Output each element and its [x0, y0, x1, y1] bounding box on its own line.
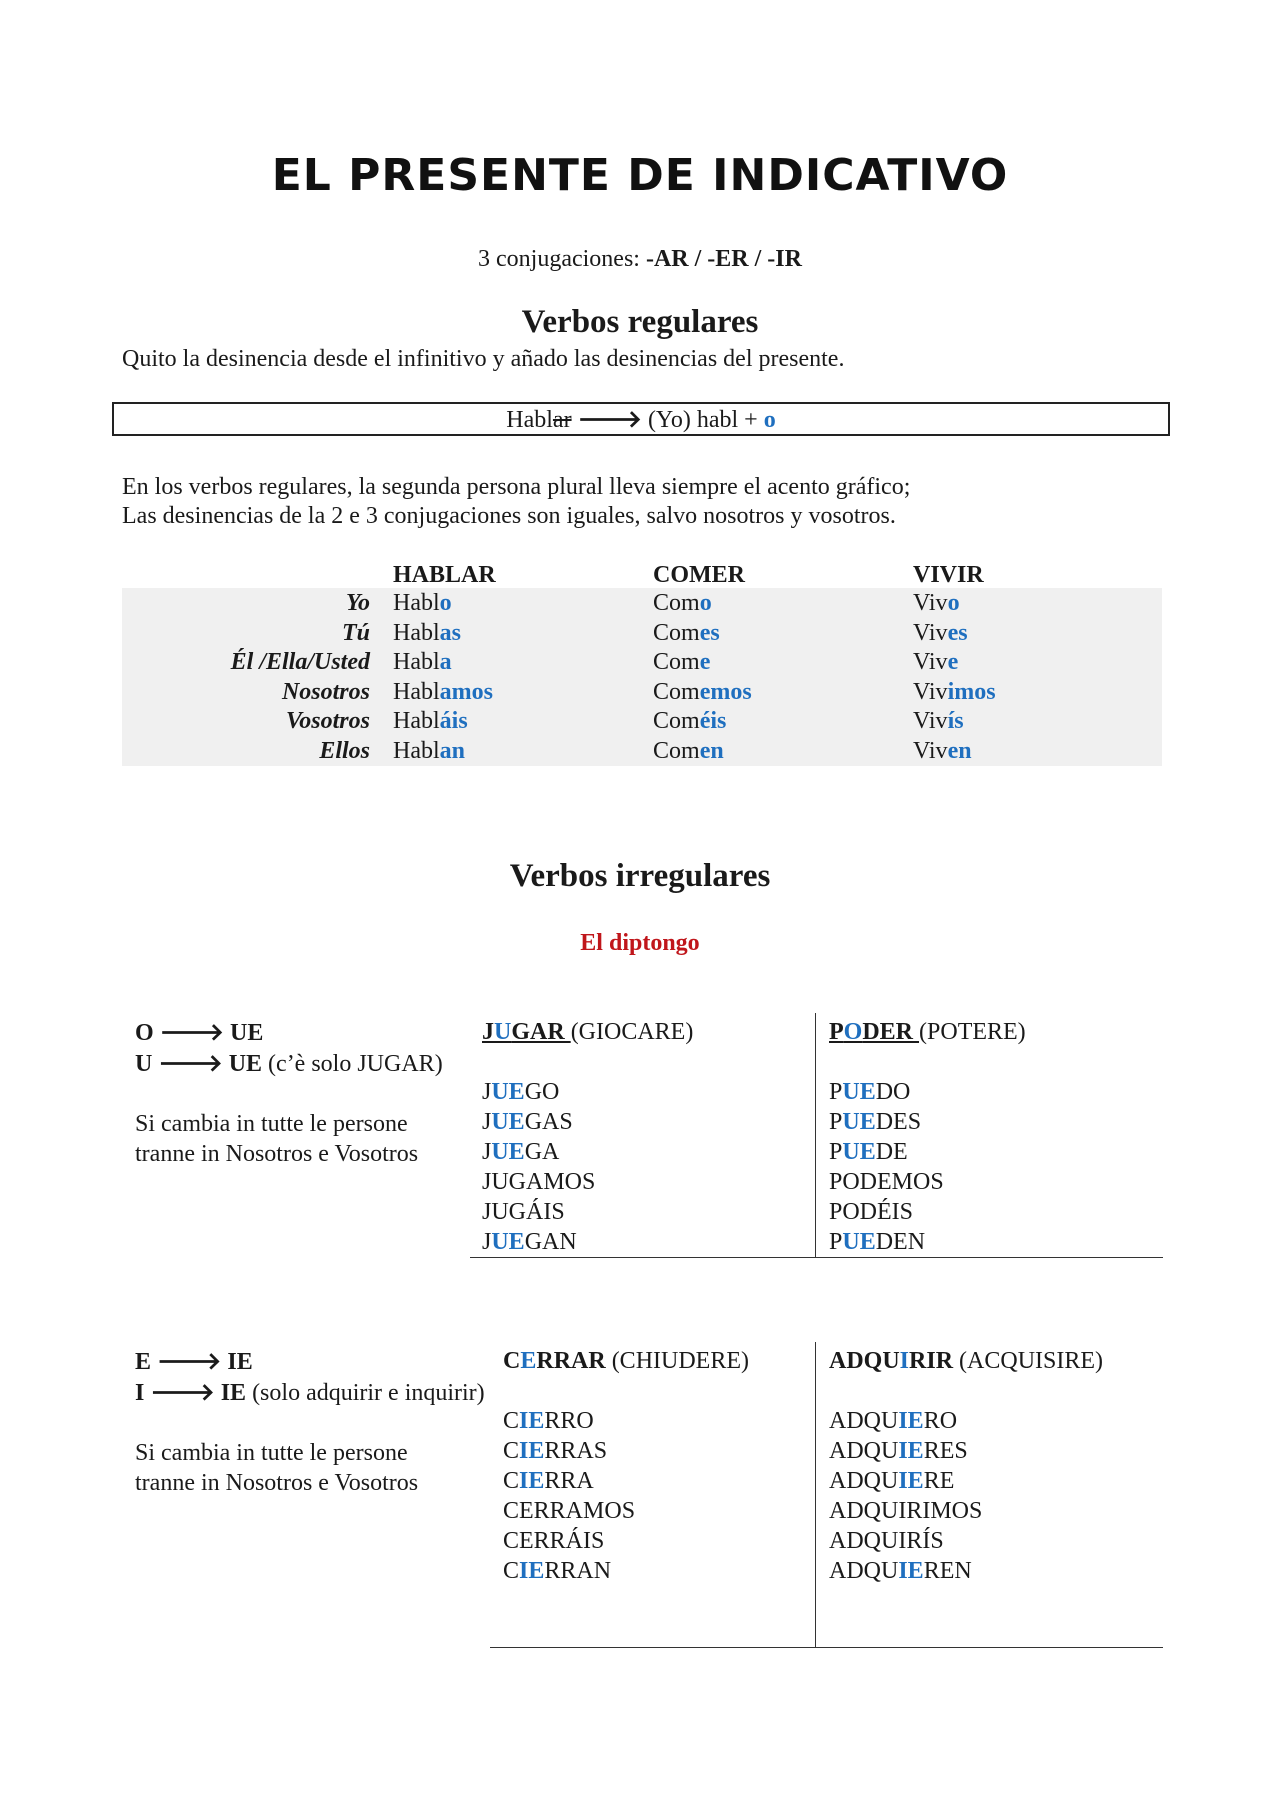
list-item: JUEGA — [482, 1139, 560, 1165]
table-cell: Vive — [913, 649, 959, 676]
list-item: PODEMOS — [829, 1169, 944, 1195]
regulares-description: Quito la desinencia desde el infinitivo y añado las desinencias del presente. — [122, 346, 845, 372]
intro-prefix: 3 conjugaciones: — [478, 246, 646, 272]
list-item: PUEDO — [829, 1079, 911, 1105]
block2-bottom-rule — [490, 1647, 1163, 1648]
header-comer: COMER — [653, 562, 745, 588]
conjugations-intro — [0, 244, 1280, 274]
verb-poder-title: PODER (POTERE) — [829, 1019, 1026, 1045]
list-item: ADQUIERES — [829, 1438, 968, 1464]
table-cell: Viven — [913, 737, 972, 764]
list-item: CIERRAS — [503, 1438, 608, 1464]
pronoun-vosotros: Vosotros — [285, 708, 370, 735]
regulares-heading: Verbos regulares — [521, 304, 759, 340]
list-item: CERRÁIS — [503, 1528, 605, 1554]
pronoun-yo: Yo — [346, 590, 370, 616]
block1-note-2: tranne in Nosotros e Vosotros — [135, 1141, 419, 1167]
block2-rules — [135, 1346, 485, 1498]
list-item: ADQUIERO — [829, 1408, 958, 1434]
table-cell: Vivo — [913, 590, 960, 616]
table-cell: Habla — [393, 649, 452, 676]
list-item: JUGAMOS — [482, 1169, 596, 1195]
list-item: ADQUIRÍS — [829, 1528, 944, 1554]
regulares-note-2: Las desinencias de la 2 e 3 conjugaciones son iguales, salvo nosotros y vosotros. — [122, 503, 896, 529]
verb-cerrar-title: CERRAR (CHIUDERE) — [503, 1348, 749, 1374]
list-item: PUEDEN — [829, 1229, 926, 1255]
arrow-icon: 🡒 — [577, 405, 642, 433]
table-cell: Como — [653, 590, 712, 616]
rule-u-ue: U 🡒 UE (c’è solo JUGAR) — [135, 1049, 443, 1077]
list-item: PUEDES — [829, 1109, 922, 1135]
intro-endings: -AR / -ER / -IR — [645, 246, 802, 272]
list-item: PODÉIS — [829, 1199, 914, 1225]
example-middle: (Yo) habl + — [641, 407, 764, 433]
list-item: PUEDE — [829, 1139, 908, 1165]
table-cell: Comes — [653, 619, 720, 646]
table-cell: Vivimos — [913, 678, 996, 705]
table-cell: Comemos — [653, 678, 752, 705]
pronoun-nosotros: Nosotros — [281, 678, 370, 705]
list-item: JUGÁIS — [482, 1199, 565, 1225]
list-item: JUEGO — [482, 1079, 560, 1105]
table-cell: Vives — [913, 619, 968, 646]
table-cell: Hablo — [393, 590, 452, 616]
verb-adquirir — [829, 1346, 1103, 1586]
block1-note-1: Si cambia in tutte le persone — [135, 1111, 408, 1137]
example-ending: o — [763, 407, 776, 433]
verb-cerrar — [503, 1346, 749, 1586]
list-item: JUEGAN — [482, 1229, 577, 1255]
column-hablar — [393, 589, 493, 767]
column-vivir — [913, 589, 996, 767]
pronoun-el: Él /Ella/Usted — [230, 649, 370, 676]
diptongo-subheading: El diptongo — [580, 930, 700, 956]
block1-bottom-rule — [470, 1257, 1163, 1258]
page-title: EL PRESENTE DE INDICATIVO — [271, 150, 1009, 201]
table-cell: Habláis — [393, 708, 468, 735]
list-item: JUEGAS — [482, 1109, 573, 1135]
table-cell: Hablan — [393, 737, 466, 764]
table-cell: Hablamos — [393, 678, 493, 705]
block2-note-2: tranne in Nosotros e Vosotros — [135, 1470, 419, 1496]
table-cell: Vivís — [913, 708, 964, 735]
irregulares-heading: Verbos irregulares — [509, 858, 771, 894]
rule-o-ue: O 🡒 UE — [135, 1018, 264, 1046]
list-item: CIERRAN — [503, 1558, 612, 1584]
list-item: ADQUIEREN — [829, 1558, 972, 1584]
example-struck-ending: ar — [552, 407, 572, 433]
rule-e-ie: E 🡒 IE — [135, 1347, 253, 1375]
verb-jugar — [482, 1017, 693, 1257]
list-item: CERRAMOS — [503, 1498, 636, 1524]
pronoun-tu: Tú — [341, 619, 370, 646]
list-item: ADQUIRIMOS — [829, 1498, 983, 1524]
list-item: ADQUIERE — [829, 1468, 955, 1494]
column-comer — [653, 589, 752, 767]
pronoun-ellos: Ellos — [319, 738, 370, 764]
arrow-icon: 🡒 — [159, 1018, 225, 1046]
verb-poder — [829, 1017, 1026, 1257]
list-item: CIERRO — [503, 1408, 594, 1434]
example-stem: Habl — [506, 407, 553, 433]
arrow-icon: 🡒 — [158, 1049, 223, 1077]
rule-i-ie: I 🡒 IE (solo adquirir e inquirir) — [135, 1378, 485, 1406]
arrow-icon: 🡒 — [157, 1347, 222, 1375]
block2-note-1: Si cambia in tutte le persone — [135, 1440, 408, 1466]
regulares-note-1: En los verbos regulares, la segunda persona plural lleva siempre el acento gráfico; — [122, 474, 911, 500]
example-rule-box — [112, 402, 1170, 436]
header-vivir: VIVIR — [913, 562, 984, 588]
list-item: CIERRA — [503, 1468, 594, 1494]
verb-adquirir-title: ADQUIRIR (ACQUISIRE) — [829, 1348, 1104, 1374]
table-cell: Coméis — [653, 708, 727, 735]
block2-divider — [815, 1342, 816, 1647]
arrow-icon: 🡒 — [150, 1378, 215, 1406]
table-cell: Comen — [653, 737, 724, 764]
verb-jugar-title: JUGAR (GIOCARE) — [482, 1019, 694, 1045]
header-hablar: HABLAR — [393, 562, 496, 588]
table-cell: Hablas — [393, 619, 461, 646]
block1-divider — [815, 1013, 816, 1257]
table-cell: Come — [653, 649, 711, 676]
block1-rules — [135, 1017, 443, 1169]
